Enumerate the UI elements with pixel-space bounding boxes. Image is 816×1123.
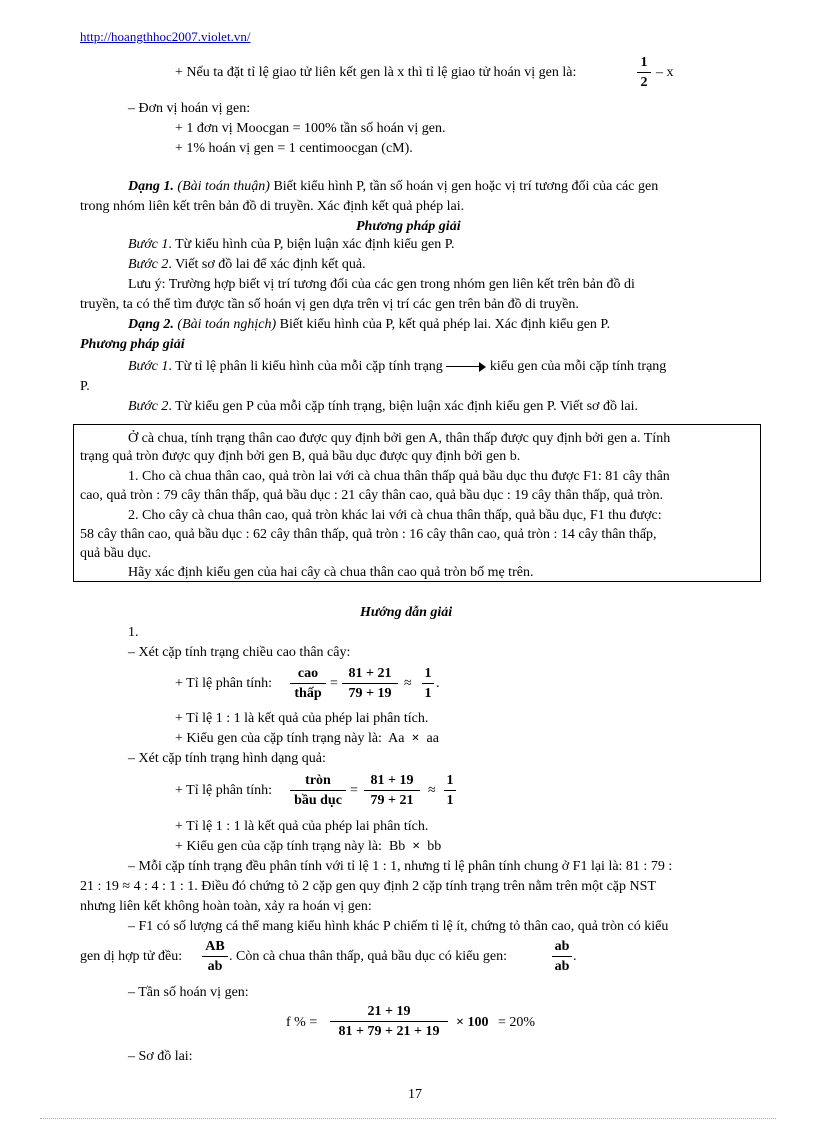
gen-qua	[175, 838, 441, 856]
h-qua: – Xét cặp tính trạng hình dạng quả:	[128, 751, 326, 766]
fraction-num: 81 + 21	[348, 666, 392, 681]
fraction-frequency	[330, 1003, 448, 1040]
fraction-bar	[552, 956, 572, 957]
gen-cao-b: aa	[426, 731, 439, 746]
dang1-title: Dạng 1.	[128, 179, 174, 194]
fraction-bar	[364, 790, 420, 791]
unit-title: – Đơn vị hoán vị gen:	[128, 101, 251, 116]
dang2-title: Dạng 2.	[128, 317, 174, 332]
f-times: × 100	[456, 1015, 489, 1030]
fraction-AB-ab	[202, 938, 228, 975]
fraction-num: 21 + 19	[367, 1004, 411, 1019]
fraction-bar	[290, 790, 346, 791]
right-arrow-icon	[446, 362, 486, 372]
fraction-den: 79 + 19	[348, 686, 392, 701]
dang1-line-1	[128, 178, 658, 196]
fraction-cao-thap	[290, 665, 326, 702]
fraction-num: ab	[554, 939, 570, 954]
dang1-note-2: truyền, ta có thể tìm được tần số hoán vị gen dựa trên vị trí các gen trên bản đồ di truyền.	[80, 297, 579, 312]
fraction-ab-ab	[552, 938, 572, 975]
dang1-step1-label: Bước 1	[128, 237, 169, 252]
fraction-bar	[637, 72, 651, 73]
fraction-num: 1	[446, 773, 454, 788]
dang2-step1-label: Bước 1	[128, 359, 169, 374]
gen-qua-label: + Kiểu gen của cặp tính trạng này là:	[175, 839, 382, 854]
dang2-paren: (Bài toán nghịch)	[177, 317, 277, 332]
problem-line-5: 2. Cho cây cà chua thân cao, quả tròn khác lai với cà chua thân thấp, quả bầu dục, F1 thu được:	[128, 508, 662, 523]
fraction-bar	[202, 956, 228, 957]
fraction-bar	[422, 683, 434, 684]
f-label: f % =	[286, 1015, 318, 1030]
dang1-step2-label: Bước 2	[128, 257, 169, 272]
fraction-num: tròn	[305, 773, 331, 788]
dang1-step1-text: . Từ kiểu hình của P, biện luận xác định kiểu gen P.	[168, 237, 455, 252]
para-line-1: – Mỗi cặp tính trạng đều phân tính với tỉ lệ 1 : 1, nhưng tỉ lệ phân tính chung ở F1 lại là: 81 : 79 :	[128, 859, 673, 874]
fraction-bar	[290, 683, 326, 684]
dang2-step2-text: . Từ kiểu gen P của mỗi cặp tính trạng, biện luận xác định kiểu gen P. Viết sơ đồ lai.	[168, 399, 638, 414]
problem-line-4: cao, quả tròn : 79 cây thân thấp, quả bầu dục : 21 cây thân cao, quả bầu dục : 19 cây thân thấp, quả tròn.	[80, 488, 664, 503]
page-number: 17	[408, 1087, 422, 1102]
problem-line-7: quả bầu dục.	[80, 546, 152, 561]
dang2-step2	[128, 398, 638, 416]
gen-cao-label: + Kiểu gen của cặp tính trạng này là:	[175, 731, 382, 746]
dang2-step1-text: . Từ tỉ lệ phân li kiểu hình của mỗi cặp tính trạng	[168, 359, 443, 374]
dang2-step1	[128, 358, 666, 376]
fraction-bar	[342, 683, 398, 684]
eq-sign: =	[350, 783, 358, 798]
dang2-text: Biết kiểu hình của P, kết quả phép lai. Xác định kiểu gen P.	[279, 317, 611, 332]
para-line-5b: . Còn cà chua thân thấp, quả bầu dục có kiểu gen:	[229, 949, 507, 964]
unit-line-2: + 1% hoán vị gen = 1 centimoocgan (cM).	[175, 141, 413, 156]
h-cao: – Xét cặp tính trạng chiều cao thân cây:	[128, 645, 351, 660]
problem-line-2: trạng quả tròn được quy định bởi gen B, quả bầu dục được quy định bởi gen b.	[80, 449, 521, 464]
footer-divider	[40, 1118, 776, 1119]
fraction-bar	[330, 1021, 448, 1022]
dang2-line	[128, 316, 610, 334]
ratio-label-qua: + Tỉ lệ phân tính:	[175, 783, 273, 798]
fraction-num: 1	[424, 666, 432, 681]
solution-title: Hướng dẫn giải	[360, 605, 453, 620]
dang1-note-1: Lưu ý: Trường hợp biết vị trí tương đối của các gen trong nhóm gen liên kết trên bản đồ di	[128, 277, 635, 292]
ratio-label-cao: + Tỉ lệ phân tính:	[175, 676, 273, 691]
dang1-step1	[128, 236, 455, 254]
fraction-den: ab	[554, 959, 570, 974]
gen-qua-a: Bb	[388, 839, 406, 854]
period: .	[436, 676, 440, 691]
fraction-den: 79 + 21	[370, 793, 414, 808]
problem-line-8: Hãy xác định kiểu gen của hai cây cà chua thân cao quả tròn bố mẹ trên.	[128, 565, 534, 580]
header-link[interactable]: http://hoangthhoc2007.violet.vn/	[80, 29, 251, 44]
eq-sign: =	[330, 676, 338, 691]
period: .	[573, 949, 577, 964]
para-line-3: nhưng liên kết không hoàn toàn, xảy ra hoán vị gen:	[80, 899, 372, 914]
fraction-den: 2	[640, 75, 648, 90]
fraction-num: 81 + 19	[370, 773, 414, 788]
fraction-den: bầu dục	[294, 793, 342, 808]
f-result: = 20%	[498, 1015, 536, 1030]
dang1-step2	[128, 256, 366, 274]
fraction-tron-bau	[290, 772, 346, 809]
dang2-step2-label: Bước 2	[128, 399, 169, 414]
fraction-den: 1	[446, 793, 454, 808]
fraction-half	[637, 54, 651, 91]
approx-sign: ≈	[404, 676, 412, 691]
fraction-qua-values	[364, 772, 420, 809]
fraction-num: 1	[640, 55, 648, 70]
times-icon: ×	[412, 839, 421, 854]
so-do: – Sơ đồ lai:	[128, 1049, 193, 1064]
intro-line-1-tail: – x	[656, 65, 674, 80]
times-icon: ×	[411, 731, 420, 746]
gen-qua-b: bb	[427, 839, 442, 854]
gen-cao	[175, 730, 439, 748]
dang1-text1: Biết kiểu hình P, tần số hoán vị gen hoặc vị trí tương đối của các gen	[273, 179, 659, 194]
fraction-bar	[444, 790, 456, 791]
para-line-2: 21 : 19 ≈ 4 : 4 : 1 : 1. Điều đó chứng tỏ 2 cặp gen quy định 2 cặp tính trạng trên nằm trên một cặp NST	[80, 879, 656, 894]
unit-line-1: + 1 đơn vị Moocgan = 100% tần số hoán vị gen.	[175, 121, 446, 136]
intro-line-1: + Nếu ta đặt tỉ lệ giao tử liên kết gen là x thì tỉ lệ giao tử hoán vị gen là:	[175, 65, 577, 80]
fraction-den: 1	[424, 686, 432, 701]
problem-line-6: 58 cây thân cao, quả bầu dục : 62 cây thân thấp, quả tròn : 16 cây thân cao, quả tròn : 14 cây thân thấp,	[80, 527, 657, 542]
para-line-4: – F1 có số lượng cá thể mang kiểu hình khác P chiếm tỉ lệ ít, chứng tỏ thân cao, quả tròn có kiểu	[128, 919, 669, 934]
fraction-num: AB	[205, 939, 225, 954]
dang1-method: Phương pháp giải	[356, 219, 461, 234]
test-cross-cao: + Tỉ lệ 1 : 1 là kết quả của phép lai phân tích.	[175, 711, 429, 726]
fraction-num: cao	[297, 666, 319, 681]
fraction-den: thấp	[294, 686, 322, 701]
dang2-step1-after: kiểu gen của mỗi cặp tính trạng	[489, 359, 667, 374]
solution-n1: 1.	[128, 625, 139, 640]
dang2-method: Phương pháp giải	[80, 337, 185, 352]
gen-cao-a: Aa	[388, 731, 405, 746]
fraction-cao-values	[342, 665, 398, 702]
problem-line-1: Ở cà chua, tính trạng thân cao được quy định bởi gen A, thân thấp được quy định bởi gen a. Tính	[128, 431, 671, 446]
fraction-one	[422, 665, 434, 702]
fraction-den: ab	[207, 959, 223, 974]
dang1-paren: (Bài toán thuận)	[177, 179, 270, 194]
problem-line-3: 1. Cho cà chua thân cao, quả tròn lai với cà chua thân thấp quả bầu dục thu được F1: 81 cây thân	[128, 469, 670, 484]
para-line-5a: gen dị hợp tử đều:	[80, 949, 183, 964]
freq-title: – Tần số hoán vị gen:	[128, 985, 249, 1000]
approx-sign: ≈	[428, 783, 436, 798]
fraction-den: 81 + 79 + 21 + 19	[338, 1024, 440, 1039]
fraction-one	[444, 772, 456, 809]
test-cross-qua: + Tỉ lệ 1 : 1 là kết quả của phép lai phân tích.	[175, 819, 429, 834]
dang2-step1-cont: P.	[80, 379, 90, 394]
dang1-line-2: trong nhóm liên kết trên bản đồ di truyền. Xác định kết quả phép lai.	[80, 199, 465, 214]
dang1-step2-text: . Viết sơ đồ lai để xác định kết quả.	[168, 257, 366, 272]
